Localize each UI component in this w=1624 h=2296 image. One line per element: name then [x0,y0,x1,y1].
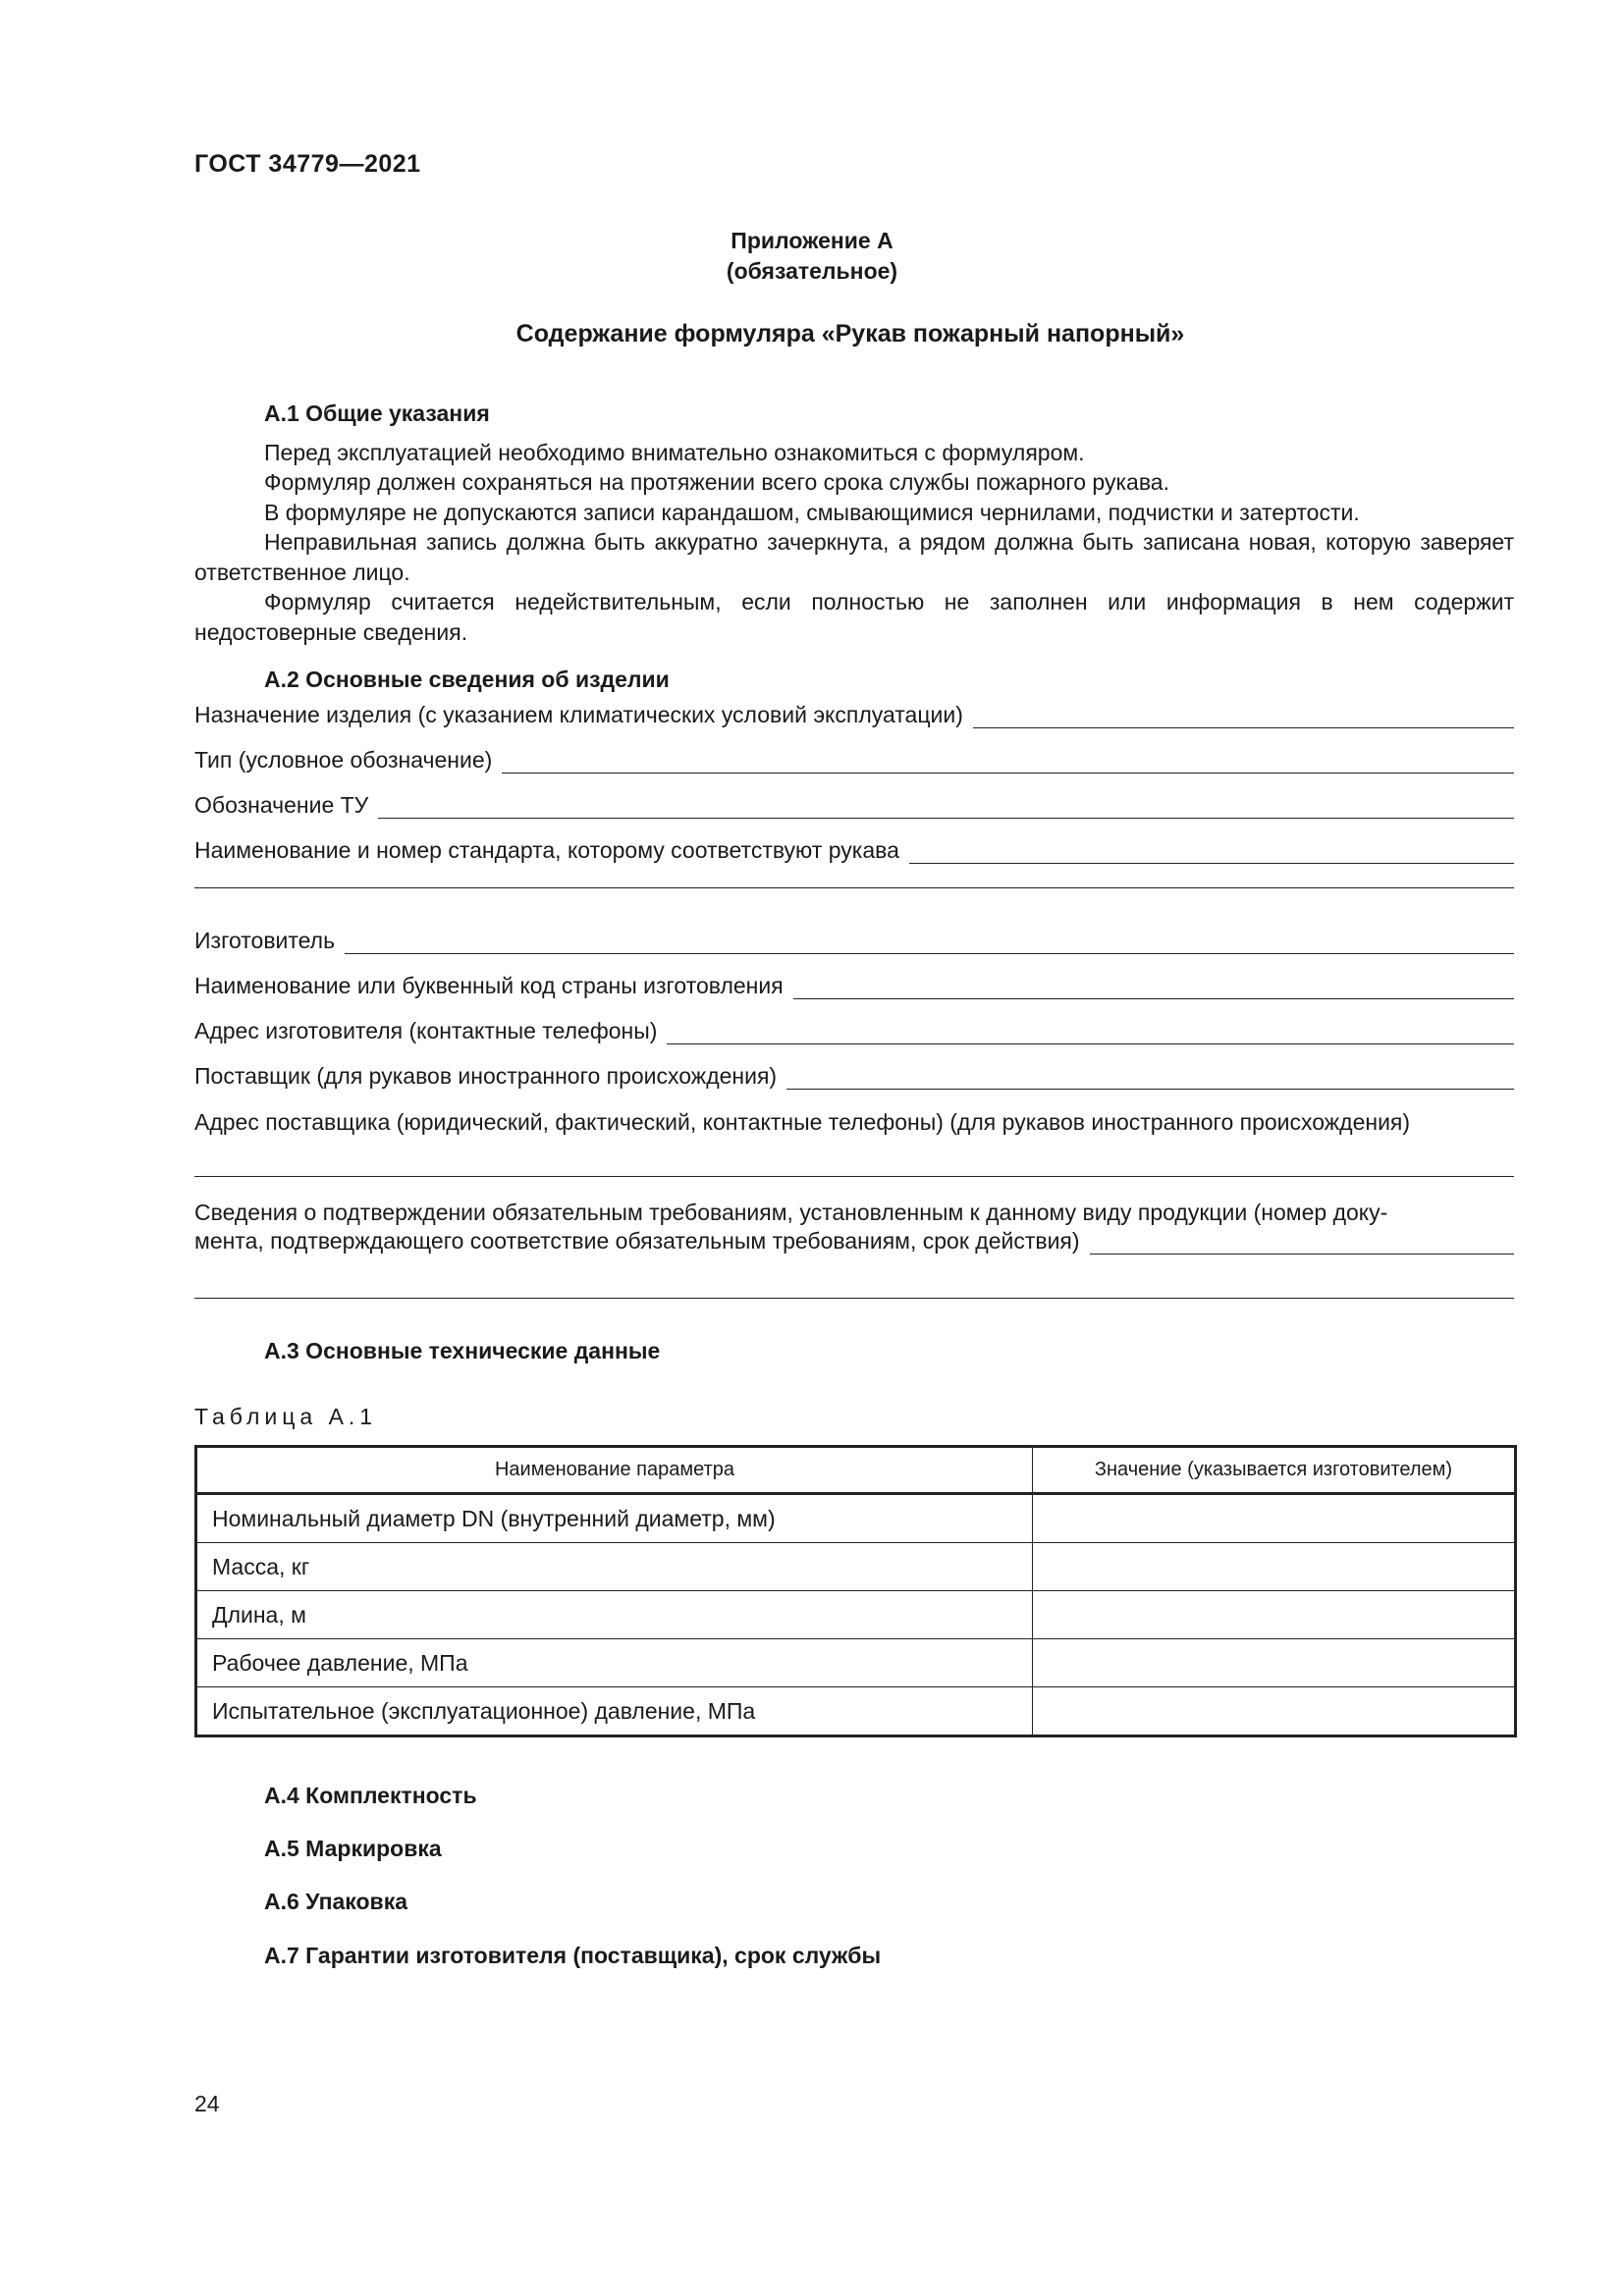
fill-line[interactable] [667,1022,1514,1044]
column-header: Наименование параметра [196,1447,1033,1494]
table-header-row [196,1447,1516,1494]
value-cell[interactable] [1033,1639,1516,1687]
parameter-name: Рабочее давление, МПа [196,1639,1033,1687]
fill-line[interactable] [194,1298,1514,1299]
value-cell[interactable] [1033,1494,1516,1543]
section-a6-heading: А.6 Упаковка [264,1889,407,1914]
appendix-title: Приложение А [731,228,893,253]
fill-line[interactable] [909,841,1514,864]
field-label: Изготовитель [194,928,336,953]
field-label: Адрес изготовителя (контактные телефоны) [194,1018,658,1043]
field-label-supplier-address: Адрес поставщика (юридический, фактический, контактные телефоны) (для рукавов иностранного происхождения) [194,1109,1411,1135]
value-cell[interactable] [1033,1591,1516,1639]
appendix-status: (обязательное) [726,258,898,284]
page-number: 24 [194,2091,220,2116]
field-label: Обозначение ТУ [194,792,369,818]
fill-line[interactable] [786,1067,1514,1090]
a1-paragraph: Формуляр считается недействительным, если полностью не заполнен или информация в нем содержит недостоверные сведения. [194,589,1514,645]
fill-line[interactable] [194,1176,1514,1177]
section-a7-heading: А.7 Гарантии изготовителя (поставщика), срок службы [264,1943,882,1968]
fill-line[interactable] [973,706,1514,728]
field-label: Назначение изделия (с указанием климатических условий эксплуатации) [194,702,963,727]
table-row [196,1639,1516,1687]
field-supplier[interactable] [194,1062,1514,1090]
section-a3-heading: А.3 Основные технические данные [264,1338,661,1363]
field-label-conformity: Сведения о подтверждении обязательным требованиям, установленным к данному виду продукции (номер доку- [194,1200,1388,1225]
field-label: Поставщик (для рукавов иностранного происхождения) [194,1063,778,1089]
standard-number: ГОСТ 34779—2021 [194,150,421,178]
field-label: Наименование или буквенный код страны изготовления [194,973,784,998]
field-country[interactable] [194,972,1514,999]
parameter-name: Длина, м [196,1591,1033,1639]
field-label: мента, подтверждающего соответствие обязательным требованиям, срок действия) [194,1228,1080,1254]
field-address[interactable] [194,1017,1514,1044]
field-purpose[interactable] [194,701,1514,728]
fill-line[interactable] [345,932,1514,954]
value-cell[interactable] [1033,1687,1516,1736]
value-cell[interactable] [1033,1543,1516,1591]
a1-paragraph: В формуляре не допускаются записи карандашом, смывающимися чернилами, подчистки и затертости. [264,500,1360,525]
table-row [196,1591,1516,1639]
section-a1-heading: А.1 Общие указания [264,400,490,426]
field-standard[interactable] [194,836,1514,864]
field-label: Наименование и номер стандарта, которому соответствуют рукава [194,837,899,863]
fill-line[interactable] [502,751,1514,774]
technical-data-table [194,1445,1517,1737]
fill-line[interactable] [194,887,1514,888]
table-row [196,1687,1516,1736]
field-conformity[interactable] [194,1227,1514,1255]
parameter-name: Испытательное (эксплуатационное) давление, МПа [196,1687,1033,1736]
table-caption: Таблица А.1 [194,1404,378,1429]
section-a5-heading: А.5 Маркировка [264,1836,442,1861]
parameter-name: Номинальный диаметр DN (внутренний диаметр, мм) [196,1494,1033,1543]
section-a4-heading: А.4 Комплектность [264,1783,477,1808]
a1-paragraph: Формуляр должен сохраняться на протяжении всего срока службы пожарного рукава. [264,469,1169,495]
a1-paragraph: Неправильная запись должна быть аккуратно зачеркнута, а рядом должна быть записана новая, которую заверяет ответственное лицо. [194,529,1514,585]
field-tu[interactable] [194,791,1514,819]
a1-paragraph: Перед эксплуатацией необходимо внимательно ознакомиться с формуляром. [264,440,1085,465]
document-title: Содержание формуляра «Рукав пожарный напорный» [515,320,1185,347]
parameter-name: Масса, кг [196,1543,1033,1591]
column-header: Значение (указывается изготовителем) [1033,1447,1516,1494]
section-a2-heading: А.2 Основные сведения об изделии [264,667,670,692]
table-row [196,1543,1516,1591]
fill-line[interactable] [1090,1232,1514,1255]
field-type[interactable] [194,746,1514,774]
table-row [196,1494,1516,1543]
fill-line[interactable] [793,977,1514,999]
field-manufacturer[interactable] [194,927,1514,954]
field-label: Тип (условное обозначение) [194,747,493,773]
fill-line[interactable] [378,796,1514,819]
